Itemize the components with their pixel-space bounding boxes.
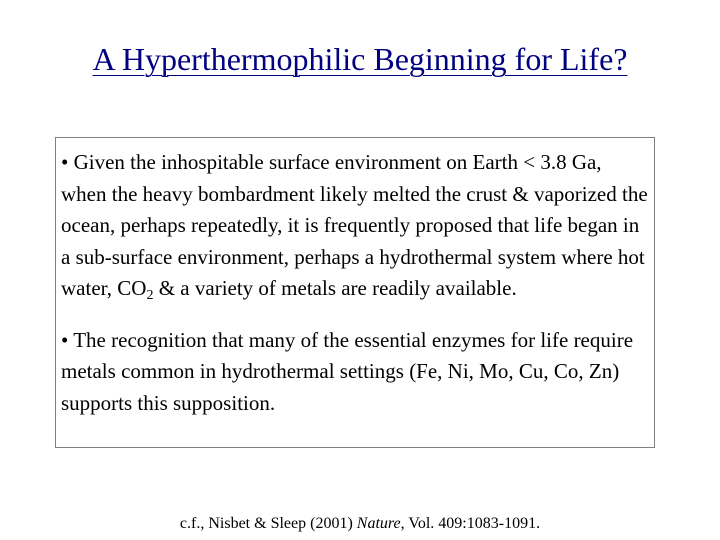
content-box — [55, 137, 655, 448]
citation — [0, 515, 720, 533]
bullet-marker: • — [61, 150, 74, 174]
bullet-marker: • — [61, 327, 74, 352]
citation-journal: Nature — [356, 515, 401, 532]
bullet-text: The recognition that many of the essential enzymes for life require metals common in hydrothermal settings (Fe, Ni, Mo, Cu, Co, Zn) supports this supposition. — [61, 327, 634, 415]
citation-details: , Vol. 409:1083-1091. — [400, 515, 541, 532]
citation-authors: c.f., Nisbet & Sleep (2001) — [179, 515, 357, 532]
bullet-point-2 — [61, 325, 649, 420]
subscript-text: 2 — [146, 288, 154, 303]
bullet-text-continued: & a variety of metals are readily available. — [153, 276, 517, 300]
slide-title: A Hyperthermophilic Beginning for Life? — [92, 41, 628, 77]
bullet-point-1 — [61, 147, 649, 305]
bullet-text: Given the inhospitable surface environment on Earth < 3.8 Ga, when the heavy bombardment likely melted the crust & vaporized the ocean, perhaps repeatedly, it is frequently proposed that life began in a sub-surface environment, perhaps a hydrothermal system where hot water, CO — [61, 150, 648, 300]
